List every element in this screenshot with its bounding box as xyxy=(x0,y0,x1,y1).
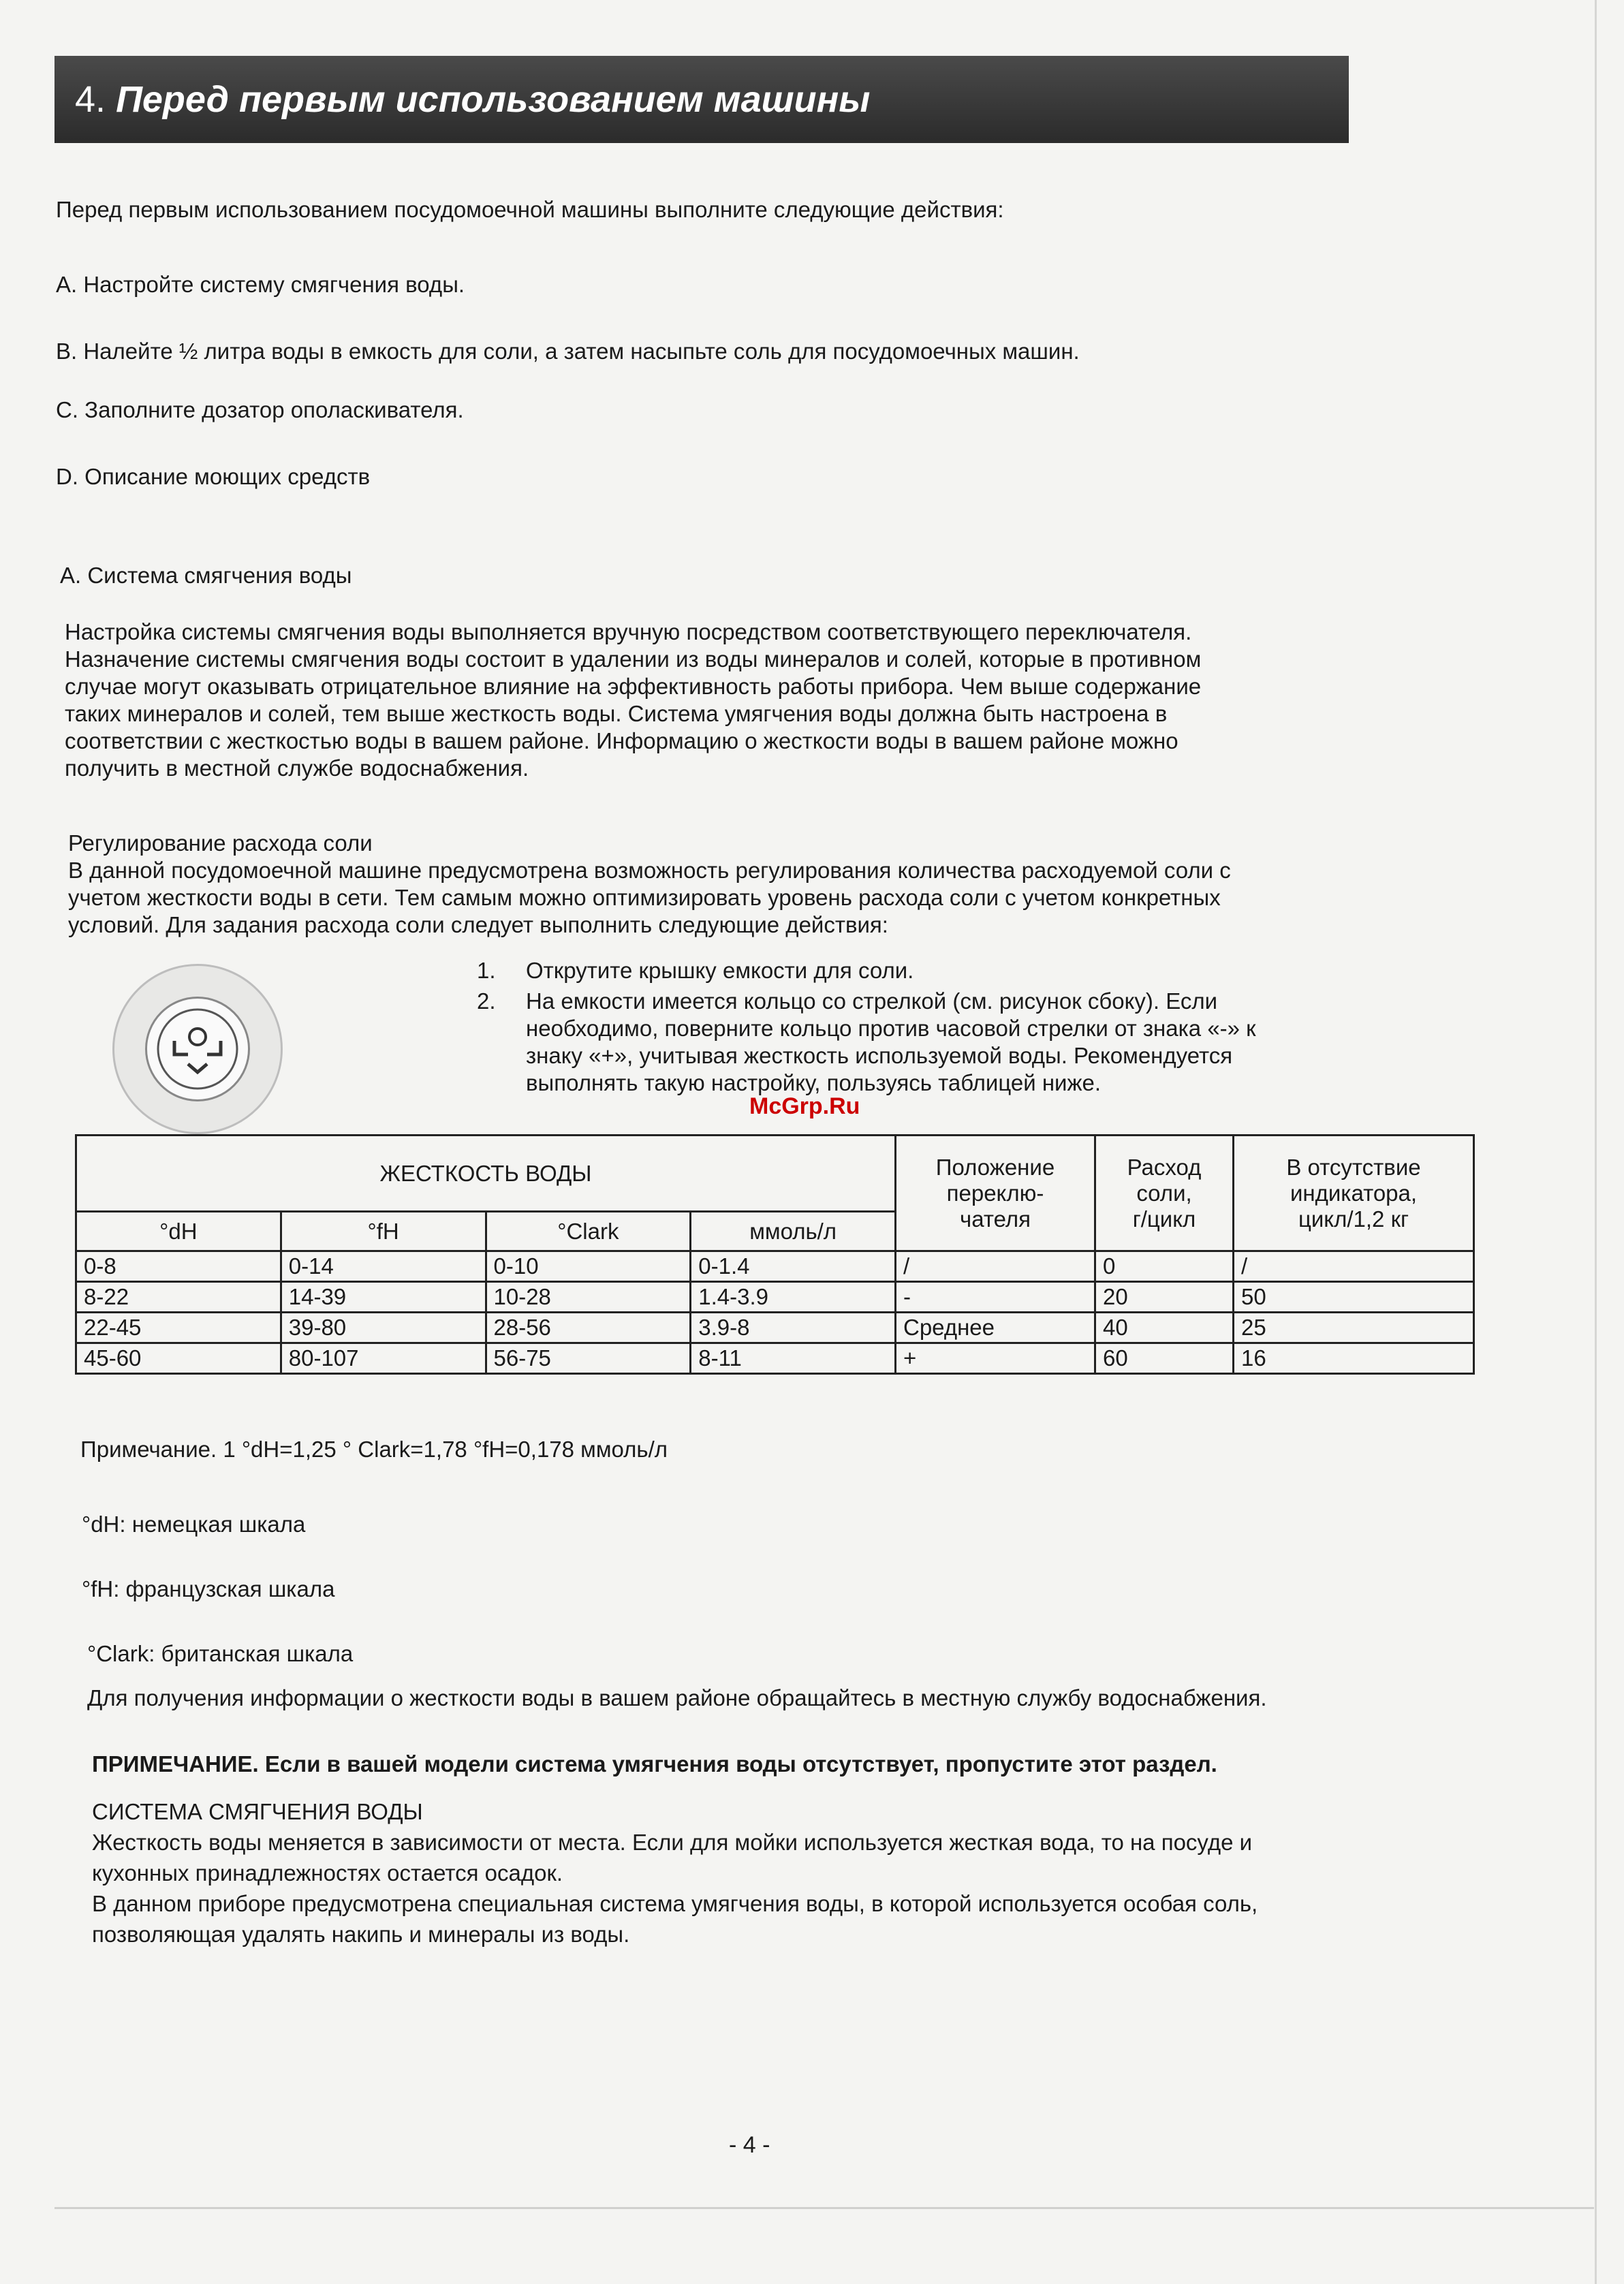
page-edge xyxy=(54,2207,1594,2209)
table-cell: Среднее xyxy=(896,1313,1095,1343)
section-a-line: Назначение системы смягчения воды состоит в удалении из воды минералов и солей, которые в противном xyxy=(65,646,1202,672)
section-header xyxy=(54,56,1349,143)
table-header-line: индикатора, xyxy=(1290,1180,1418,1206)
table-row xyxy=(76,1251,1474,1282)
conversion-note: Примечание. 1 °dH=1,25 ° Clark=1,78 °fH=0,178 ммоль/л xyxy=(80,1437,668,1462)
watermark: McGrp.Ru xyxy=(749,1093,860,1119)
table-header-line: г/цикл xyxy=(1132,1206,1196,1232)
water-softener-title: СИСТЕМА СМЯГЧЕНИЯ ВОДЫ xyxy=(92,1799,423,1824)
section-title: Перед первым использованием машины xyxy=(116,79,871,120)
table-header-fh: °fH xyxy=(281,1212,486,1251)
salt-regulation-line: условий. Для задания расхода соли следует выполнить следующие действия: xyxy=(68,912,888,937)
table-cell: 40 xyxy=(1095,1313,1234,1343)
table-cell: 0-8 xyxy=(76,1251,281,1282)
list-item-text: необходимо, поверните кольцо против часовой стрелки от знака «-» к xyxy=(526,1016,1256,1041)
table-header-line: Расход xyxy=(1127,1154,1202,1180)
table-row xyxy=(76,1343,1474,1374)
section-a-line: Настройка системы смягчения воды выполняется вручную посредством соответствующего переключателя. xyxy=(65,619,1192,644)
table-header-line: цикл/1,2 кг xyxy=(1298,1206,1409,1232)
section-a-line: получить в местной службе водоснабжения. xyxy=(65,755,529,781)
scale-note-dh: °dH: немецкая шкала xyxy=(82,1512,306,1537)
table-header-line: Положение xyxy=(935,1154,1055,1180)
table-header-clark: °Clark xyxy=(486,1212,691,1251)
section-number: 4. xyxy=(75,79,106,120)
scale-note-clark: °Clark: британская шкала xyxy=(87,1641,354,1666)
table-cell: + xyxy=(896,1343,1095,1374)
section-a-line: таких минералов и солей, тем выше жесткость воды. Система умягчения воды должна быть настроена в xyxy=(65,701,1168,726)
table-cell: 20 xyxy=(1095,1282,1234,1313)
table-cell: 56-75 xyxy=(486,1343,691,1374)
step-c: C. Заполните дозатор ополаскивателя. xyxy=(56,397,464,422)
table-header-dh: °dH xyxy=(76,1212,281,1251)
list-item-text: Открутите крышку емкости для соли. xyxy=(526,958,914,983)
step-a: A. Настройте систему смягчения воды. xyxy=(56,272,465,297)
table-cell: 60 xyxy=(1095,1343,1234,1374)
scale-note-fh: °fH: французская шкала xyxy=(82,1576,335,1601)
list-number: 1. xyxy=(477,958,496,983)
table-cell: 8-11 xyxy=(691,1343,896,1374)
softener-line: В данном приборе предусмотрена специальная система умягчения воды, в которой используется особая соль, xyxy=(92,1891,1258,1916)
step-d: D. Описание моющих средств xyxy=(56,464,371,489)
list-item-text: знаку «+», учитывая жесткость используемой воды. Рекомендуется xyxy=(526,1043,1233,1068)
table-cell: 3.9-8 xyxy=(691,1313,896,1343)
table-cell: 0-10 xyxy=(486,1251,691,1282)
salt-ring-arrow-icon xyxy=(145,997,250,1101)
table-cell: 50 xyxy=(1234,1282,1474,1313)
table-cell: 1.4-3.9 xyxy=(691,1282,896,1313)
salt-container-cap-illustration xyxy=(112,964,283,1134)
table-cell: 8-22 xyxy=(76,1282,281,1313)
salt-regulation-title: Регулирование расхода соли xyxy=(68,830,373,856)
softener-line: позволяющая удалять накипь и минералы из воды. xyxy=(92,1922,630,1947)
table-cell: 28-56 xyxy=(486,1313,691,1343)
list-item-text: выполнять такую настройку, пользуясь таблицей ниже. xyxy=(526,1070,1102,1095)
table-cell: - xyxy=(896,1282,1095,1313)
important-note: ПРИМЕЧАНИЕ. Если в вашей модели система умягчения воды отсутствует, пропустите этот раздел. xyxy=(92,1751,1217,1777)
table-cell: 45-60 xyxy=(76,1343,281,1374)
table-cell: 0-1.4 xyxy=(691,1251,896,1282)
table-cell: 0 xyxy=(1095,1251,1234,1282)
table-row xyxy=(76,1313,1474,1343)
table-header-line: соли, xyxy=(1136,1180,1192,1206)
softener-line: кухонных принадлежностях остается осадок. xyxy=(92,1860,563,1886)
table-row xyxy=(76,1282,1474,1313)
table-cell: / xyxy=(1234,1251,1474,1282)
table-cell: 39-80 xyxy=(281,1313,486,1343)
table-group-header: ЖЕСТКОСТЬ ВОДЫ xyxy=(76,1136,896,1212)
list-item-text: На емкости имеется кольцо со стрелкой (см. рисунок сбоку). Если xyxy=(526,988,1218,1014)
section-a-line: соответствии с жесткостью воды в вашем районе. Информацию о жесткости воды в вашем районе можно xyxy=(65,728,1178,753)
page-edge xyxy=(1595,0,1597,2284)
table-cell: / xyxy=(896,1251,1095,1282)
list-number: 2. xyxy=(477,988,496,1014)
table-header-position xyxy=(896,1136,1095,1251)
table-cell: 10-28 xyxy=(486,1282,691,1313)
section-a-line: случае могут оказывать отрицательное влияние на эффективность работы прибора. Чем выше содержание xyxy=(65,674,1202,699)
table-cell: 14-39 xyxy=(281,1282,486,1313)
section-a-title: A. Система смягчения воды xyxy=(60,563,352,588)
table-cell: 80-107 xyxy=(281,1343,486,1374)
contact-note: Для получения информации о жесткости воды в вашем районе обращайтесь в местную службу водоснабжения. xyxy=(87,1685,1267,1710)
table-header-line: переклю- xyxy=(946,1180,1044,1206)
table-cell: 0-14 xyxy=(281,1251,486,1282)
salt-regulation-line: учетом жесткости воды в сети. Тем самым можно оптимизировать уровень расхода соли с учетом конкретных xyxy=(68,885,1221,910)
table-cell: 22-45 xyxy=(76,1313,281,1343)
table-header-mmol: ммоль/л xyxy=(691,1212,896,1251)
salt-regulation-line: В данной посудомоечной машине предусмотрена возможность регулирования количества расходуемой соли с xyxy=(68,858,1231,883)
table-cell: 16 xyxy=(1234,1343,1474,1374)
table-header-indicator xyxy=(1234,1136,1474,1251)
table-cell: 25 xyxy=(1234,1313,1474,1343)
table-header-line: чателя xyxy=(960,1206,1031,1232)
water-hardness-table xyxy=(75,1134,1475,1375)
table-header-consumption xyxy=(1095,1136,1234,1251)
page-number: - 4 - xyxy=(729,2132,770,2158)
intro-text: Перед первым использованием посудомоечной машины выполните следующие действия: xyxy=(56,197,1004,222)
table-header-line: В отсутствие xyxy=(1286,1154,1421,1180)
softener-line: Жесткость воды меняется в зависимости от места. Если для мойки используется жесткая вода, то на посуде и xyxy=(92,1830,1253,1855)
step-b: B. Налейте ½ литра воды в емкость для соли, а затем насыпьте соль для посудомоечных машин. xyxy=(56,339,1080,364)
